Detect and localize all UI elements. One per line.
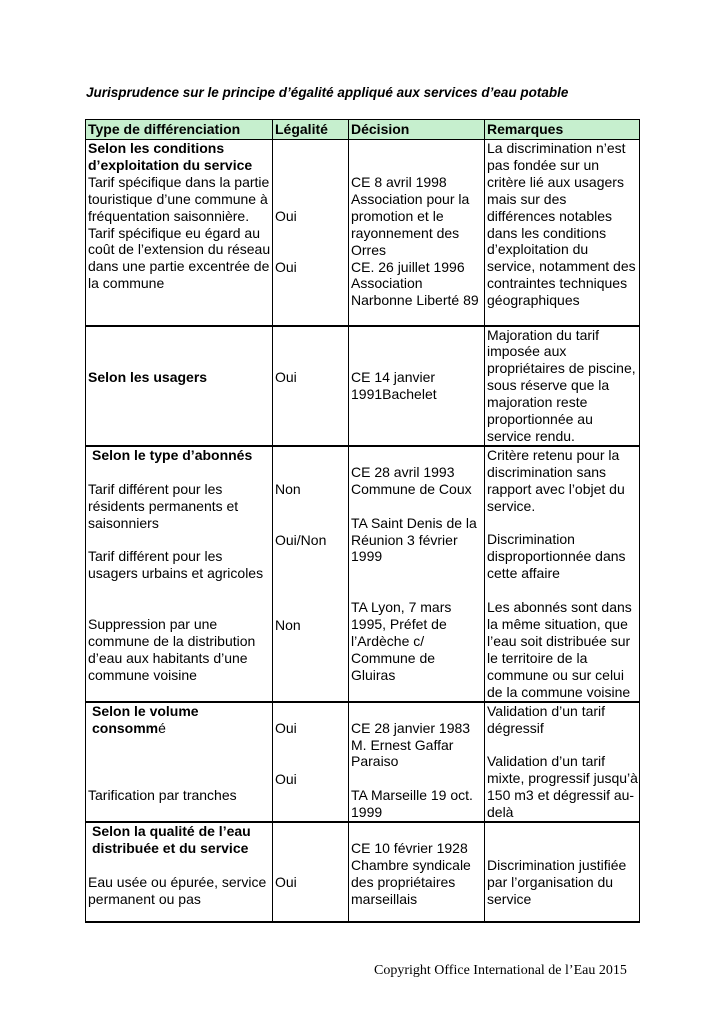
legalite-value: Oui bbox=[275, 874, 297, 891]
decision-cell bbox=[349, 702, 485, 823]
legalite-cell bbox=[273, 446, 349, 702]
legalite-value: Non bbox=[275, 480, 301, 497]
remarque-value: Validation d’un tarif dégressif bbox=[487, 702, 606, 736]
decision-cell bbox=[349, 140, 485, 326]
remarque-cell bbox=[485, 822, 640, 922]
decision-cell bbox=[349, 446, 485, 702]
table-row bbox=[86, 822, 640, 922]
legalite-value: Oui bbox=[275, 770, 297, 787]
decision-value: CE 8 avril 1998 Association pour la promotion et le rayonnement des Orres bbox=[351, 174, 470, 258]
row-heading: Selon les conditions bbox=[88, 140, 225, 156]
remarque-cell: Majoration du tarif imposée aux propriétaires de piscine, sous réserve que la majoration reste proportionnée au service rendu. bbox=[485, 326, 640, 446]
row-heading bbox=[88, 703, 202, 737]
decision-value: CE 14 janvier 1991Bachelet bbox=[351, 368, 437, 402]
header-decision: Décision bbox=[349, 120, 485, 140]
decision-cell bbox=[349, 326, 485, 446]
decision-value: CE 28 avril 1993 Commune de Coux bbox=[351, 463, 472, 497]
jurisprudence-table bbox=[85, 119, 640, 923]
decision-value: TA Lyon, 7 mars 1995, Préfet de l’Ardèche c/ Commune de Gluiras bbox=[351, 599, 452, 683]
header-type: Type de différenciation bbox=[86, 120, 273, 140]
remarque-cell bbox=[485, 446, 640, 702]
legalite-value: Oui bbox=[275, 368, 297, 385]
remarque-value: Les abonnés sont dans la même situation, que l’eau soit distribuée sur le territoire de la commune ou sur celui de la commune voisine bbox=[487, 599, 632, 700]
row-item: Tarif spécifique eu égard au coût de l’extension du réseau dans une partie excentrée de la commune bbox=[88, 224, 271, 292]
remarque-cell: La discrimination n’est pas fondée sur un critère lié aux usagers mais sur des différences notables dans les conditions d’exploitation du service, notamment des contraintes techniques géographiques bbox=[485, 140, 640, 326]
legalite-value: Non bbox=[275, 616, 301, 633]
table-row bbox=[86, 140, 640, 326]
remarque-value: Critère retenu pour la discrimination sans rapport avec l’objet du service. bbox=[487, 446, 625, 514]
remarque-value: Discrimination justifiée par l’organisation du service bbox=[487, 857, 627, 907]
document-title: Jurisprudence sur le principe d’égalité appliqué aux services d’eau potable bbox=[86, 85, 569, 100]
legalite-cell bbox=[273, 326, 349, 446]
row-heading-tail: é bbox=[158, 719, 166, 736]
decision-value: CE 10 février 1928 Chambre syndicale des propriétaires marseillais bbox=[351, 840, 471, 907]
row-item: Tarification par tranches bbox=[88, 787, 237, 804]
row-item: Tarif différent pour les usagers urbains et agricoles bbox=[88, 548, 264, 582]
legalite-value: Oui/Non bbox=[275, 531, 327, 548]
row-heading-bold: Selon le volume consomm bbox=[92, 702, 199, 736]
row-item: Tarif différent pour les résidents permanents et saisonniers bbox=[88, 480, 239, 531]
type-cell bbox=[86, 446, 273, 702]
type-cell bbox=[86, 702, 273, 823]
row-heading: Selon le type d’abonnés bbox=[92, 446, 253, 463]
row-item: Tarif spécifique dans la partie touristique d’une commune à fréquentation saisonnière. bbox=[88, 173, 270, 224]
legalite-value: Oui bbox=[275, 208, 297, 224]
decision-value: CE 28 janvier 1983 M. Ernest Gaffar Paraiso bbox=[351, 719, 471, 770]
legalite-cell bbox=[273, 702, 349, 823]
header-legalite: Légalité bbox=[273, 120, 349, 140]
table-header-row bbox=[86, 120, 640, 140]
legalite-value: Oui bbox=[275, 258, 297, 275]
row-heading: Selon la qualité de l’eau distribuée et du service bbox=[92, 823, 251, 857]
legalite-value: Oui bbox=[275, 719, 297, 736]
header-remarques: Remarques bbox=[485, 120, 640, 140]
legalite-cell bbox=[273, 822, 349, 922]
table-row bbox=[86, 446, 640, 702]
copyright-footer: Copyright Office International de l’Eau 2015 bbox=[374, 963, 627, 978]
decision-value: CE. 26 juillet 1996 Association Narbonne Liberté 89 bbox=[351, 258, 479, 309]
row-item: Suppression par une commune de la distribution d’eau aux habitants d’une commune voisine bbox=[88, 616, 256, 683]
row-item: Eau usée ou épurée, service permanent ou pas bbox=[88, 873, 267, 907]
remarque-cell bbox=[485, 702, 640, 823]
type-cell bbox=[86, 140, 273, 326]
table-row bbox=[86, 326, 640, 446]
decision-cell bbox=[349, 822, 485, 922]
legalite-cell bbox=[273, 140, 349, 326]
remarque-value: Discrimination disproportionnée dans cette affaire bbox=[487, 531, 626, 582]
type-cell bbox=[86, 822, 273, 922]
type-cell bbox=[86, 326, 273, 446]
row-heading-cont: d’exploitation du service bbox=[88, 156, 253, 173]
remarque-value: Validation d’un tarif mixte, progressif jusqu’à 150 m3 et dégressif au-delà bbox=[487, 753, 638, 821]
decision-value: TA Marseille 19 oct. 1999 bbox=[351, 787, 473, 821]
row-heading: Selon les usagers bbox=[88, 368, 208, 385]
table-row bbox=[86, 702, 640, 823]
decision-value: TA Saint Denis de la Réunion 3 février 1999 bbox=[351, 514, 477, 565]
